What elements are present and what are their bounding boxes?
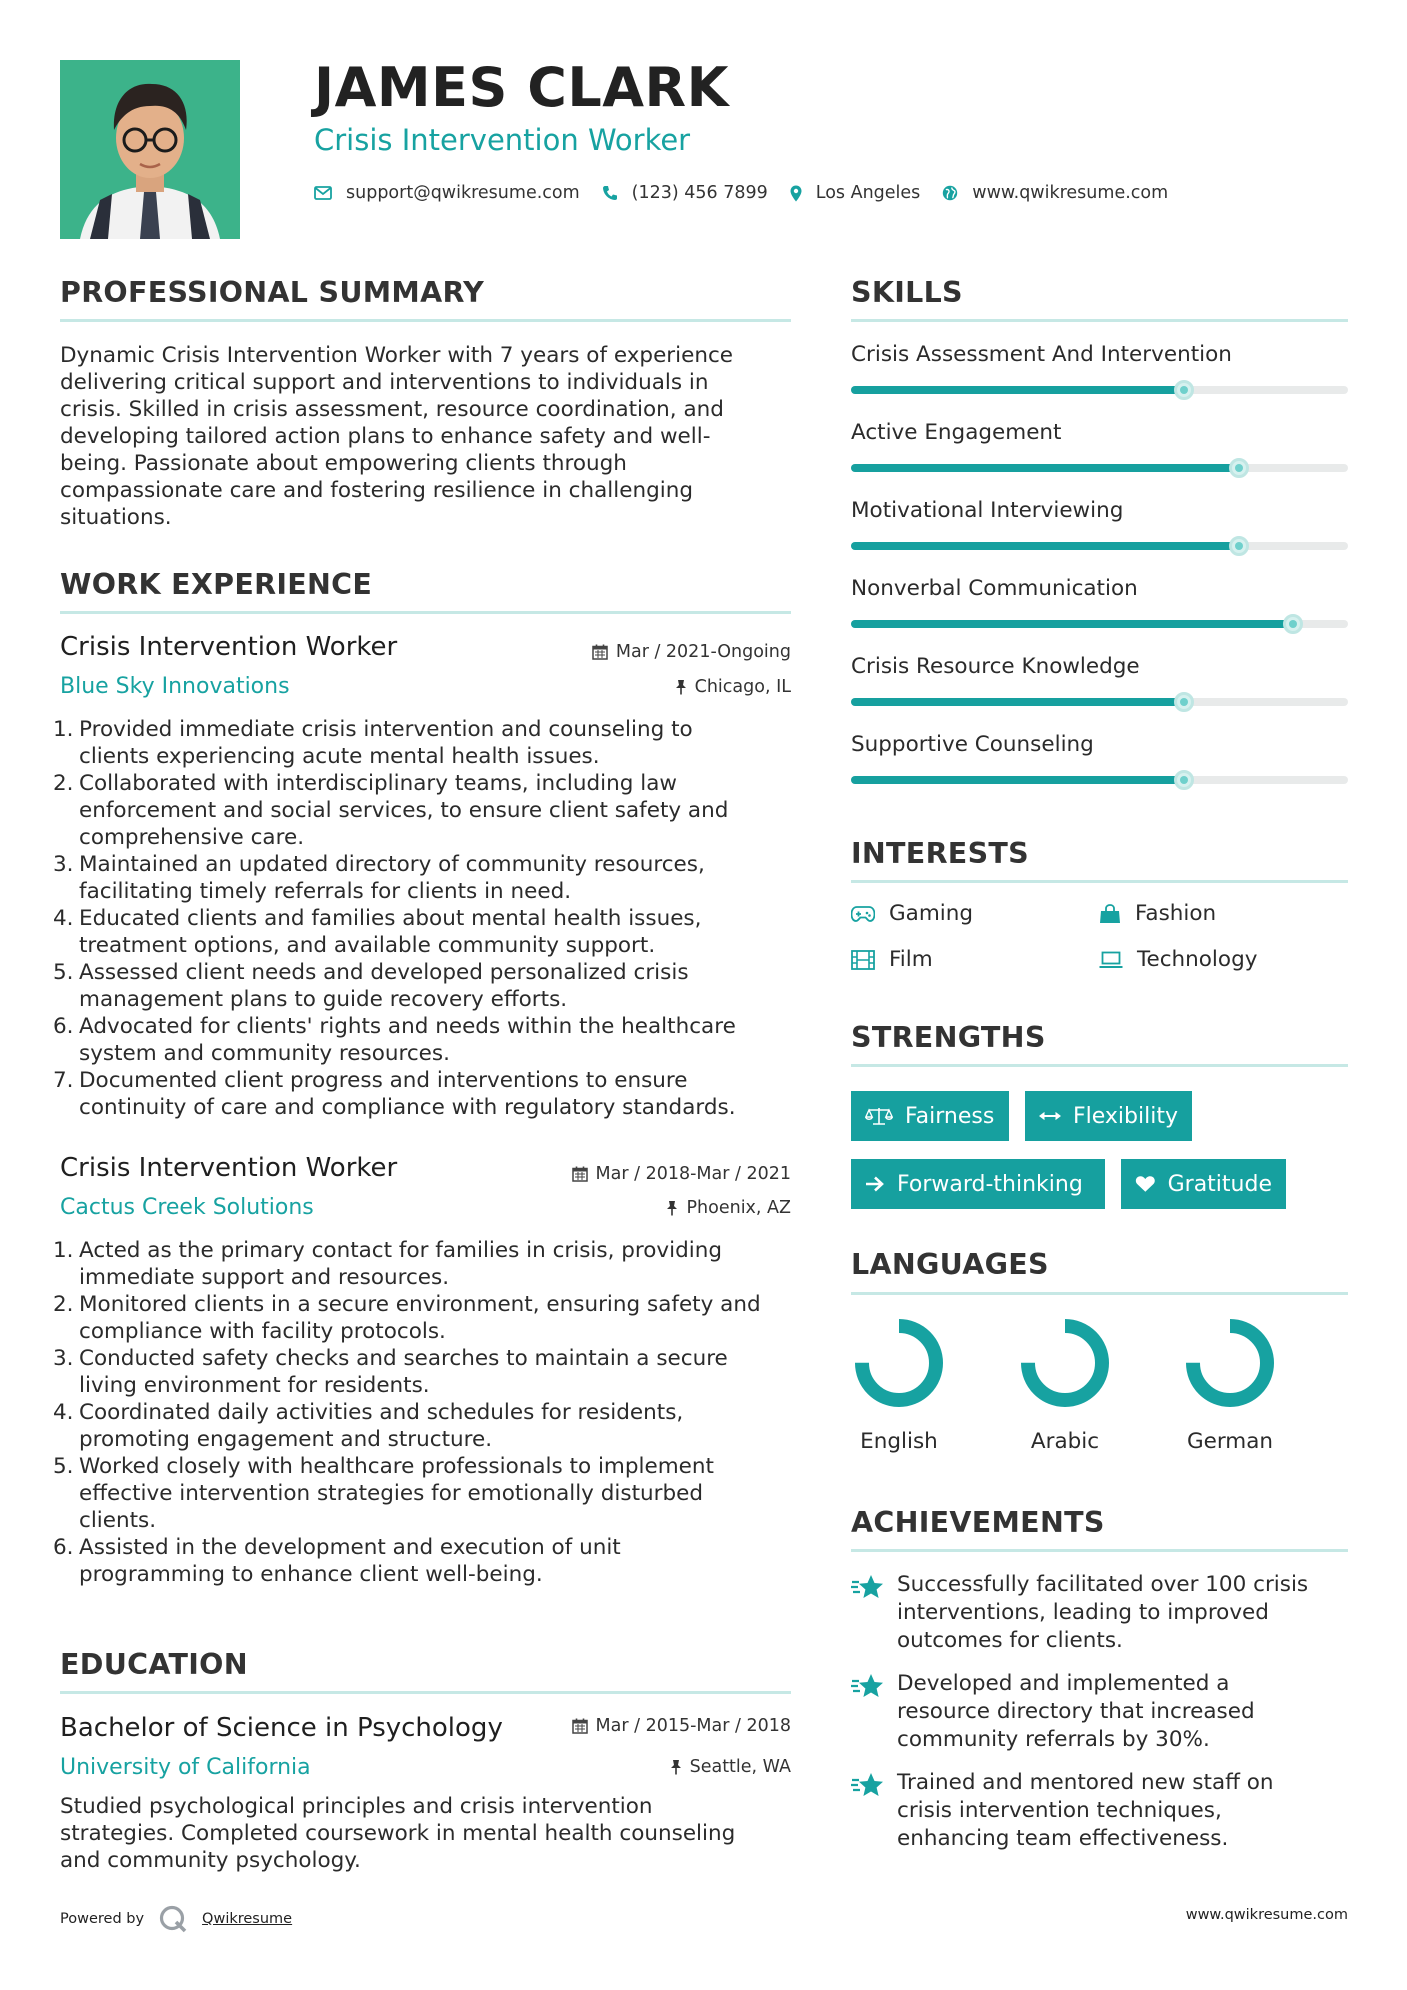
education-heading: EDUCATION bbox=[60, 1648, 248, 1681]
bullet-line: programming to enhance client well-being. bbox=[79, 1562, 543, 1587]
skill-name: Motivational Interviewing bbox=[851, 498, 1124, 523]
map-pin-icon bbox=[790, 185, 802, 202]
job-company: Blue Sky Innovations bbox=[60, 674, 290, 699]
bullet-number: 7. bbox=[53, 1068, 74, 1093]
bullet-line: clients experiencing acute mental health issues. bbox=[79, 744, 600, 769]
skill-bar-knob bbox=[1283, 614, 1303, 634]
skill-bar-fill bbox=[851, 386, 1184, 394]
skill-row bbox=[851, 498, 1348, 558]
contact-website[interactable] bbox=[942, 183, 1168, 203]
achievement-item bbox=[851, 1670, 1348, 1754]
education-description bbox=[60, 1793, 800, 1874]
bullet-number: 1. bbox=[53, 717, 74, 742]
skill-bar-track bbox=[851, 620, 1348, 628]
contact-location bbox=[790, 183, 921, 203]
bullet-line: Conducted safety checks and searches to maintain a secure bbox=[79, 1346, 728, 1371]
phone-text: (123) 456 7899 bbox=[631, 183, 768, 203]
language-item bbox=[1017, 1315, 1137, 1454]
bullet-line: promoting engagement and structure. bbox=[79, 1427, 493, 1452]
bullet-line: comprehensive care. bbox=[79, 825, 305, 850]
summary-line: being. Passionate about empowering clients through bbox=[60, 451, 627, 476]
bullet-number: 2. bbox=[53, 771, 74, 796]
list-item bbox=[53, 905, 813, 959]
job-company: Cactus Creek Solutions bbox=[60, 1195, 314, 1220]
bullet-line: effective intervention strategies for emotionally disturbed bbox=[79, 1481, 703, 1506]
achievement-item bbox=[851, 1769, 1348, 1853]
summary-line: Dynamic Crisis Intervention Worker with 7 years of experience bbox=[60, 343, 734, 368]
list-item bbox=[53, 1345, 813, 1399]
calendar-icon bbox=[572, 1166, 588, 1182]
bullet-number: 1. bbox=[53, 1238, 74, 1263]
bullet-line: Coordinated daily activities and schedules for residents, bbox=[79, 1400, 684, 1425]
skills-heading: SKILLS bbox=[851, 276, 963, 309]
job-bullets bbox=[53, 716, 813, 1121]
education-divider bbox=[60, 1691, 791, 1694]
bullet-line: treatment options, and available community support. bbox=[79, 933, 656, 958]
school-name: University of California bbox=[60, 1755, 311, 1780]
skill-bar-knob bbox=[1229, 458, 1249, 478]
achievement-line: Developed and implemented a bbox=[897, 1671, 1230, 1696]
education-line: Studied psychological principles and crisis intervention bbox=[60, 1794, 653, 1819]
skill-bar-fill bbox=[851, 620, 1293, 628]
pushpin-icon bbox=[666, 1200, 678, 1216]
achievement-line: outcomes for clients. bbox=[897, 1628, 1123, 1653]
skill-bar-knob bbox=[1174, 770, 1194, 790]
balance-scale-icon bbox=[865, 1106, 893, 1126]
skill-name: Supportive Counseling bbox=[851, 732, 1094, 757]
achievements-heading: ACHIEVEMENTS bbox=[851, 1506, 1105, 1539]
calendar-icon bbox=[592, 644, 608, 660]
skill-bar-fill bbox=[851, 698, 1184, 706]
degree-title: Bachelor of Science in Psychology bbox=[60, 1713, 503, 1743]
skill-bar-fill bbox=[851, 464, 1239, 472]
bullet-number: 2. bbox=[53, 1292, 74, 1317]
skill-row bbox=[851, 732, 1348, 792]
candidate-title: Crisis Intervention Worker bbox=[314, 123, 691, 157]
achievement-line: Trained and mentored new staff on bbox=[897, 1770, 1274, 1795]
skill-name: Crisis Resource Knowledge bbox=[851, 654, 1140, 679]
interest-label: Film bbox=[889, 947, 933, 972]
film-icon bbox=[851, 950, 875, 970]
interest-label: Fashion bbox=[1135, 901, 1217, 926]
skill-row bbox=[851, 576, 1348, 636]
shopping-bag-icon bbox=[1099, 904, 1121, 924]
email-text: support@qwikresume.com bbox=[346, 183, 580, 203]
bullet-line: Assessed client needs and developed personalized crisis bbox=[79, 960, 689, 985]
interest-label: Technology bbox=[1137, 947, 1258, 972]
interest-item bbox=[851, 947, 933, 972]
job-location-text: Chicago, IL bbox=[694, 677, 791, 697]
achievement-line: crisis intervention techniques, bbox=[897, 1798, 1222, 1823]
summary-text bbox=[60, 342, 791, 531]
job-location-text: Phoenix, AZ bbox=[686, 1198, 791, 1218]
language-item bbox=[1182, 1315, 1302, 1454]
summary-line: developing tailored action plans to enhance safety and well- bbox=[60, 424, 711, 449]
education-location-text: Seattle, WA bbox=[689, 1757, 791, 1777]
interests-heading: INTERESTS bbox=[851, 837, 1029, 870]
bullet-line: living environment for residents. bbox=[79, 1373, 430, 1398]
bullet-line: management plans to guide recovery efforts. bbox=[79, 987, 568, 1012]
interest-label: Gaming bbox=[889, 901, 974, 926]
bullet-number: 6. bbox=[53, 1535, 74, 1560]
language-name: German bbox=[1186, 1429, 1274, 1454]
education-line: and community psychology. bbox=[60, 1848, 361, 1873]
job-title: Crisis Intervention Worker bbox=[60, 1153, 398, 1183]
bullet-number: 4. bbox=[53, 906, 74, 931]
skill-bar-fill bbox=[851, 776, 1184, 784]
bullet-line: Worked closely with healthcare professionals to implement bbox=[79, 1454, 714, 1479]
envelope-icon bbox=[314, 186, 332, 200]
bullet-line: Monitored clients in a secure environment, ensuring safety and bbox=[79, 1292, 761, 1317]
language-ring-arc bbox=[1193, 1326, 1267, 1400]
bullet-number: 3. bbox=[53, 1346, 74, 1371]
star-icon bbox=[851, 1672, 885, 1700]
phone-icon bbox=[602, 185, 618, 201]
summary-line: compassionate care and fostering resilience in challenging bbox=[60, 478, 693, 503]
language-ring bbox=[851, 1315, 947, 1411]
achievement-line: interventions, leading to improved bbox=[897, 1600, 1269, 1625]
skill-row bbox=[851, 654, 1348, 714]
bullet-number: 6. bbox=[53, 1014, 74, 1039]
avatar-illustration bbox=[60, 60, 240, 239]
list-item bbox=[53, 1291, 813, 1345]
strength-label: Gratitude bbox=[1167, 1171, 1272, 1197]
strength-chip bbox=[1025, 1091, 1192, 1141]
languages-divider bbox=[851, 1292, 1348, 1295]
achievement-line: Successfully facilitated over 100 crisis bbox=[897, 1572, 1309, 1597]
skill-name: Active Engagement bbox=[851, 420, 1062, 445]
achievement-text bbox=[897, 1670, 1255, 1754]
experience-divider bbox=[60, 611, 791, 614]
bullet-line: Educated clients and families about mental health issues, bbox=[79, 906, 702, 931]
candidate-name: JAMES CLARK bbox=[314, 56, 729, 119]
pushpin-icon bbox=[670, 1759, 682, 1775]
bullet-line: Documented client progress and interventions to ensure bbox=[79, 1068, 688, 1093]
profile-photo bbox=[60, 60, 240, 239]
job-date bbox=[592, 642, 791, 662]
interest-item bbox=[851, 901, 973, 926]
skill-bar-track bbox=[851, 386, 1348, 394]
arrow-right-icon bbox=[865, 1175, 885, 1193]
summary-divider bbox=[60, 319, 791, 322]
job-title: Crisis Intervention Worker bbox=[60, 632, 398, 662]
achievement-item bbox=[851, 1571, 1348, 1655]
education-date-text: Mar / 2015-Mar / 2018 bbox=[595, 1716, 791, 1736]
skill-bar-knob bbox=[1174, 380, 1194, 400]
strength-label: Fairness bbox=[905, 1103, 995, 1129]
bullet-line: system and community resources. bbox=[79, 1041, 450, 1066]
star-icon bbox=[851, 1771, 885, 1799]
list-item bbox=[53, 1237, 813, 1291]
summary-line: crisis. Skilled in crisis assessment, resource coordination, and bbox=[60, 397, 724, 422]
list-item bbox=[53, 1399, 813, 1453]
strength-chip bbox=[851, 1091, 1009, 1141]
arrows-horizontal-icon bbox=[1039, 1110, 1061, 1122]
achievement-line: enhancing team effectiveness. bbox=[897, 1826, 1229, 1851]
bullet-line: Assisted in the development and execution of unit bbox=[79, 1535, 621, 1560]
skill-row bbox=[851, 342, 1348, 402]
bullet-line: Collaborated with interdisciplinary teams, including law bbox=[79, 771, 677, 796]
language-ring bbox=[1182, 1315, 1278, 1411]
qwikresume-logo-icon bbox=[158, 1904, 190, 1934]
list-item bbox=[53, 1453, 813, 1534]
achievements-divider bbox=[851, 1549, 1348, 1552]
bullet-number: 5. bbox=[53, 1454, 74, 1479]
bullet-line: continuity of care and compliance with regulatory standards. bbox=[79, 1095, 736, 1120]
skill-bar-track bbox=[851, 698, 1348, 706]
language-name: Arabic bbox=[1030, 1429, 1100, 1454]
job-bullets bbox=[53, 1237, 813, 1588]
experience-heading: WORK EXPERIENCE bbox=[60, 568, 373, 601]
job-date bbox=[572, 1164, 791, 1184]
bullet-number: 3. bbox=[53, 852, 74, 877]
list-item bbox=[53, 770, 813, 851]
interests-divider bbox=[851, 880, 1348, 883]
skill-bar-track bbox=[851, 542, 1348, 550]
list-item bbox=[53, 1067, 813, 1121]
job-date-text: Mar / 2018-Mar / 2021 bbox=[595, 1164, 791, 1184]
strengths-divider bbox=[851, 1064, 1348, 1067]
interest-item bbox=[1099, 947, 1257, 972]
language-ring-arc bbox=[862, 1326, 936, 1400]
footer-site-link[interactable]: www.qwikresume.com bbox=[1185, 1907, 1348, 1923]
brand-link[interactable]: Qwikresume bbox=[202, 1911, 293, 1927]
contact-bar bbox=[314, 180, 1190, 206]
bullet-line: compliance with facility protocols. bbox=[79, 1319, 446, 1344]
bullet-line: clients. bbox=[79, 1508, 157, 1533]
skill-bar-fill bbox=[851, 542, 1239, 550]
strength-chip bbox=[1121, 1159, 1286, 1209]
bullet-line: Acted as the primary contact for families in crisis, providing bbox=[79, 1238, 723, 1263]
strength-label: Forward-thinking bbox=[897, 1171, 1083, 1197]
education-line: strategies. Completed coursework in mental health counseling bbox=[60, 1821, 736, 1846]
summary-line: delivering critical support and interventions to individuals in bbox=[60, 370, 709, 395]
list-item bbox=[53, 959, 813, 1013]
laptop-icon bbox=[1099, 951, 1123, 969]
bullet-number: 5. bbox=[53, 960, 74, 985]
globe-icon bbox=[942, 185, 958, 201]
skill-row bbox=[851, 420, 1348, 480]
contact-email[interactable] bbox=[314, 183, 580, 203]
strength-chip bbox=[851, 1159, 1105, 1209]
achievement-line: resource directory that increased bbox=[897, 1699, 1255, 1724]
languages-heading: LANGUAGES bbox=[851, 1248, 1049, 1281]
bullet-line: enforcement and social services, to ensure client safety and bbox=[79, 798, 729, 823]
skill-bar-track bbox=[851, 776, 1348, 784]
list-item bbox=[53, 851, 813, 905]
language-item bbox=[851, 1315, 971, 1454]
bullet-line: Provided immediate crisis intervention and counseling to bbox=[79, 717, 693, 742]
list-item bbox=[53, 1534, 813, 1588]
pushpin-icon bbox=[675, 679, 687, 695]
bullet-line: Maintained an updated directory of community resources, bbox=[79, 852, 705, 877]
bullet-line: facilitating timely referrals for clients in need. bbox=[79, 879, 572, 904]
gamepad-icon bbox=[851, 906, 875, 922]
website-text: www.qwikresume.com bbox=[972, 183, 1169, 203]
location-text: Los Angeles bbox=[815, 183, 921, 203]
summary-heading: PROFESSIONAL SUMMARY bbox=[60, 276, 485, 309]
heart-icon bbox=[1135, 1174, 1156, 1194]
bullet-line: immediate support and resources. bbox=[79, 1265, 450, 1290]
contact-phone[interactable] bbox=[602, 183, 768, 203]
bullet-line: Advocated for clients' rights and needs within the healthcare bbox=[79, 1014, 736, 1039]
skill-bar-track bbox=[851, 464, 1348, 472]
interest-item bbox=[1099, 901, 1216, 926]
job-date-text: Mar / 2021-Ongoing bbox=[615, 642, 791, 662]
footer-powered bbox=[60, 1904, 292, 1934]
language-ring bbox=[1017, 1315, 1113, 1411]
job-location bbox=[675, 677, 791, 697]
education-location bbox=[670, 1757, 791, 1777]
skill-bar-knob bbox=[1174, 692, 1194, 712]
achievement-text bbox=[897, 1571, 1308, 1655]
achievement-text bbox=[897, 1769, 1274, 1853]
skill-name: Crisis Assessment And Intervention bbox=[851, 342, 1232, 367]
achievement-line: community referrals by 30%. bbox=[897, 1727, 1210, 1752]
strengths-heading: STRENGTHS bbox=[851, 1021, 1046, 1054]
job-location bbox=[666, 1198, 791, 1218]
powered-by-text: Powered by bbox=[60, 1911, 145, 1927]
list-item bbox=[53, 716, 813, 770]
star-icon bbox=[851, 1573, 885, 1601]
strength-label: Flexibility bbox=[1073, 1103, 1178, 1129]
education-date bbox=[572, 1716, 791, 1736]
bullet-number: 4. bbox=[53, 1400, 74, 1425]
skill-bar-knob bbox=[1229, 536, 1249, 556]
list-item bbox=[53, 1013, 813, 1067]
skills-divider bbox=[851, 319, 1348, 322]
summary-line: situations. bbox=[60, 505, 172, 530]
language-ring-arc bbox=[1028, 1326, 1102, 1400]
language-name: English bbox=[860, 1429, 938, 1454]
calendar-icon bbox=[572, 1718, 588, 1734]
skill-name: Nonverbal Communication bbox=[851, 576, 1138, 601]
